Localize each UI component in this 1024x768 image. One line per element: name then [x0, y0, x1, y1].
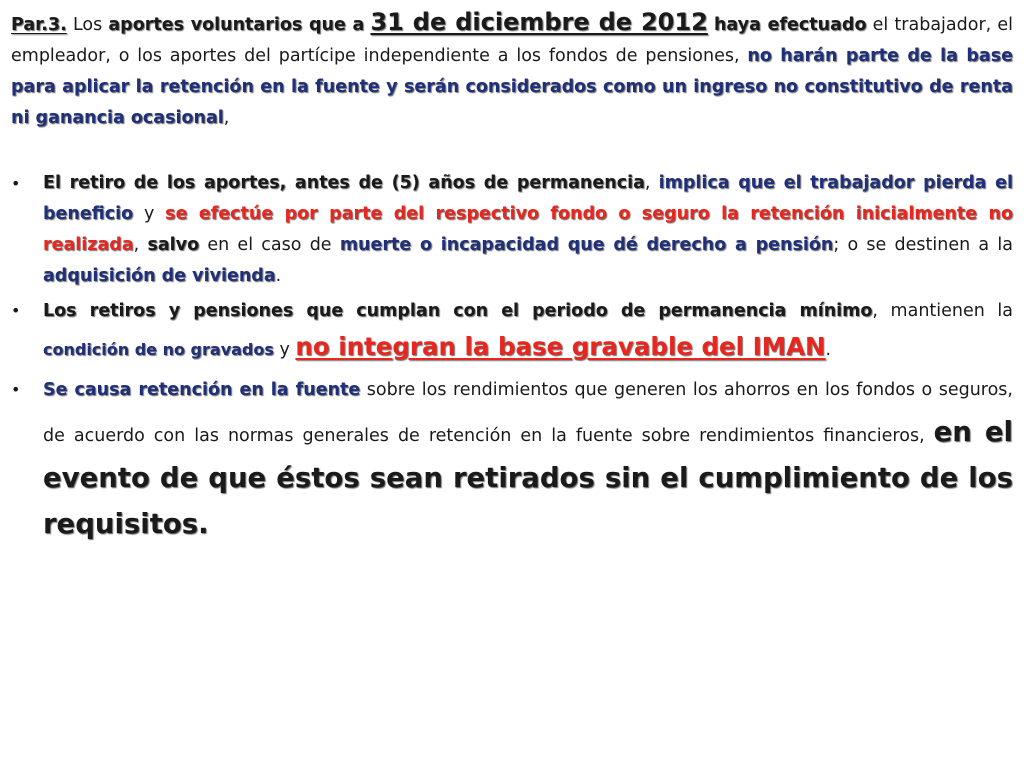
bullet1-retention: se efectúe por parte del respectivo fondo o seguro la retención inicialmente no realizada	[43, 204, 1013, 255]
paragraph-comma: ,	[223, 108, 230, 128]
bullet3-event: en el evento de que éstos sean retirados sin el cumplimiento de los requisitos.	[43, 416, 1013, 540]
bullet2-period: .	[825, 340, 832, 360]
bullet-item-withdrawal	[11, 168, 1013, 292]
bullet3-yields: sobre los rendimientos que generen los ahorros en los fondos o seguros, de acuerdo con las normas generales de retención en la fuente sobre rendimientos financieros,	[43, 380, 1013, 446]
bullet-marker: •	[11, 301, 21, 320]
bullet-marker: •	[11, 174, 21, 193]
bullet1-loses-benefit: implica que el trabajador pierda el beneficio	[43, 173, 1013, 224]
paragraph-not-part-of-base: no harán parte de la base para aplicar la retención en la fuente y serán considerados como un ingreso no constitutivo de renta ni ganancia ocasional	[11, 46, 1013, 128]
paragraph-voluntary-contributions: aportes voluntarios que a	[108, 15, 365, 35]
bullet1-case: en el caso de	[207, 235, 332, 255]
bullet1-or-destined: ; o se destinen a la	[833, 235, 1013, 255]
paragraph-text-1: Los	[72, 15, 103, 35]
bullet3-retention-source: Se causa retención en la fuente	[43, 380, 361, 400]
paragraph-made: haya efectuado	[713, 15, 867, 35]
bullet1-and: y	[143, 204, 155, 224]
bullet2-retirements: Los retiros y pensiones que cumplan con el periodo de permanencia mínimo	[43, 301, 873, 321]
bullet2-not-taxed: condición de no gravados	[43, 340, 274, 359]
bullet1-except: salvo	[147, 235, 200, 255]
bullet-item-retirements	[11, 293, 1013, 368]
paragraph-date: 31 de diciembre de 2012	[370, 8, 708, 36]
bullet-marker: •	[11, 380, 21, 399]
bullet1-period: .	[275, 266, 282, 286]
bullet1-comma: ,	[644, 173, 651, 193]
bullet1-death-disability: muerte o incapacidad que dé derecho a pensión	[339, 235, 834, 255]
bullet1-comma-2: ,	[133, 235, 140, 255]
bullet1-housing: adquisición de vivienda	[43, 266, 276, 286]
bullet1-withdrawal: El retiro de los aportes, antes de (5) años de permanencia	[43, 173, 645, 193]
bullet2-iman: no integran la base gravable del IMAN	[295, 332, 826, 361]
bullet-item-retention-source	[11, 369, 1013, 549]
bullet2-and: y	[279, 340, 290, 360]
paragraph-par3	[11, 7, 1013, 134]
bullet-list	[11, 168, 1013, 549]
paragraph-label: Par.3.	[11, 15, 67, 35]
bullet2-maintain: , mantienen la	[872, 301, 1014, 321]
paragraph-text-2: el trabajador, el empleador, o los aportes del partícipe independiente a los fondos de pensiones,	[11, 15, 1013, 66]
